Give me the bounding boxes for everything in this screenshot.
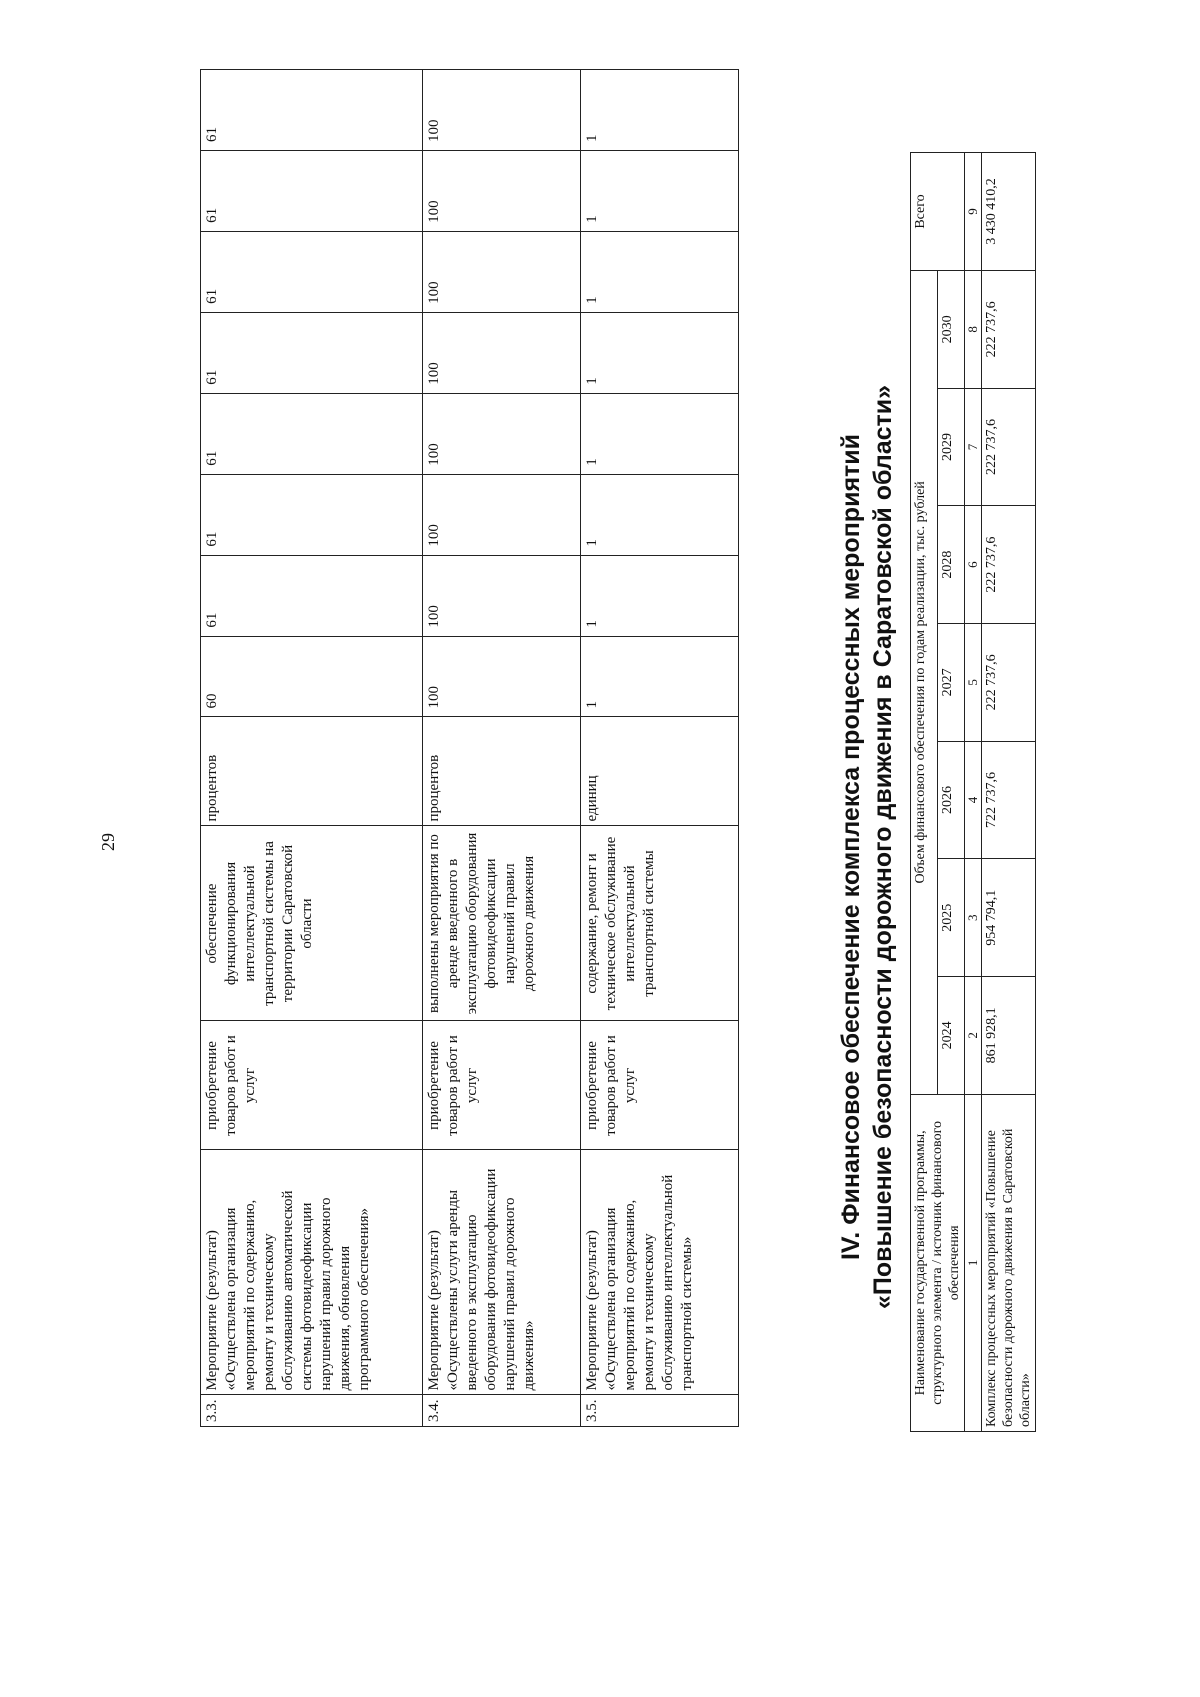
column-number: 9: [965, 153, 982, 271]
event-characteristic: выполнены мероприятия по аренде введенного в эксплуатацию оборудования фотовидеофиксации нарушений правил дорожного движения: [423, 826, 581, 1021]
year-header: 2025: [938, 859, 965, 977]
column-number: 2: [965, 977, 982, 1095]
indicator-value: 61: [201, 474, 423, 555]
finance-row-name: Комплекс процессных мероприятий «Повышение безопасности дорожного движения в Саратовской области»: [982, 1094, 1036, 1431]
section-title-line-1: IV. Финансовое обеспечение комплекса процессных мероприятий: [837, 433, 865, 1261]
indicator-value: 61: [201, 393, 423, 474]
indicator-value: 100: [423, 150, 581, 231]
unit-of-measure: процентов: [201, 717, 423, 826]
finance-column-numbers-row: [965, 153, 982, 1432]
results-table: [200, 69, 739, 1427]
indicator-value: 1: [581, 231, 739, 312]
year-header: 2030: [938, 270, 965, 388]
finance-header-row: [911, 153, 938, 1432]
row-number: 3.5.: [581, 1395, 739, 1427]
result-row: [423, 70, 581, 1427]
year-header: 2027: [938, 624, 965, 742]
indicator-value: 1: [581, 70, 739, 151]
event-characteristic: содержание, ремонт и техническое обслуживание интеллектуальной транспортной системы: [581, 826, 739, 1021]
indicator-value: 100: [423, 636, 581, 717]
column-number: 6: [965, 506, 982, 624]
finance-data-row: [982, 153, 1036, 1432]
finance-value: 222 737,6: [982, 624, 1036, 742]
finance-name-header: Наименование государственной программы, структурного элемента / источник финансового обеспечения: [911, 1094, 965, 1431]
indicator-value: 1: [581, 555, 739, 636]
result-row: [201, 70, 423, 1427]
unit-of-measure: процентов: [423, 717, 581, 826]
finance-value: 954 794,1: [982, 859, 1036, 977]
year-header: 2024: [938, 977, 965, 1095]
year-header: 2026: [938, 741, 965, 859]
finance-value: 222 737,6: [982, 506, 1036, 624]
indicator-value: 1: [581, 150, 739, 231]
event-name: Мероприятие (результат) «Осуществлена организация мероприятий по содержанию, ремонту и техническому обслуживанию автоматической системы фотовидеофиксации нарушений правил дорожного движения, обновления программного обеспечения»: [201, 1150, 423, 1395]
year-header: 2029: [938, 388, 965, 506]
column-number: 1: [965, 1094, 982, 1431]
indicator-value: 61: [201, 555, 423, 636]
event-name: Мероприятие (результат) «Осуществлена организация мероприятий по содержанию, ремонту и техническому обслуживанию интеллектуальной транспортной системы»: [581, 1150, 739, 1395]
event-type: приобретение товаров работ и услуг: [423, 1021, 581, 1150]
indicator-value: 61: [201, 70, 423, 151]
indicator-value: 100: [423, 555, 581, 636]
indicator-value: 1: [581, 474, 739, 555]
finance-table: [910, 152, 1036, 1432]
column-number: 5: [965, 624, 982, 742]
indicator-value: 61: [201, 231, 423, 312]
indicator-value: 1: [581, 312, 739, 393]
finance-value: 222 737,6: [982, 388, 1036, 506]
finance-total-header: Всего: [911, 153, 965, 271]
page-number: 29: [98, 833, 118, 851]
column-number: 3: [965, 859, 982, 977]
finance-volume-header: Объем финансового обеспечения по годам реализации, тыс. рублей: [911, 270, 938, 1094]
event-type: приобретение товаров работ и услуг: [201, 1021, 423, 1150]
indicator-value: 100: [423, 474, 581, 555]
event-name: Мероприятие (результат) «Осуществлены услуги аренды введенного в эксплуатацию оборудования фотовидеофиксации нарушений правил дорожного движения»: [423, 1150, 581, 1395]
row-number: 3.3.: [201, 1395, 423, 1427]
section-title-line-2: «Повышение безопасности дорожного движения в Саратовской области»: [869, 384, 897, 1310]
finance-total-value: 3 430 410,2: [982, 153, 1036, 271]
column-number: 8: [965, 270, 982, 388]
year-header: 2028: [938, 506, 965, 624]
event-characteristic: обеспечение функционирования интеллектуальной транспортной системы на территории Саратовской области: [201, 826, 423, 1021]
column-number: 4: [965, 741, 982, 859]
indicator-value: 100: [423, 231, 581, 312]
indicator-value: 100: [423, 312, 581, 393]
indicator-value: 100: [423, 393, 581, 474]
results-table-body: [201, 70, 739, 1427]
finance-value: 722 737,6: [982, 741, 1036, 859]
indicator-value: 61: [201, 150, 423, 231]
finance-value: 861 928,1: [982, 977, 1036, 1095]
indicator-value: 1: [581, 393, 739, 474]
event-type: приобретение товаров работ и услуг: [581, 1021, 739, 1150]
row-number: 3.4.: [423, 1395, 581, 1427]
unit-of-measure: единиц: [581, 717, 739, 826]
result-row: [581, 70, 739, 1427]
indicator-value: 1: [581, 636, 739, 717]
finance-value: 222 737,6: [982, 270, 1036, 388]
indicator-value: 60: [201, 636, 423, 717]
indicator-value: 100: [423, 70, 581, 151]
indicator-value: 61: [201, 312, 423, 393]
column-number: 7: [965, 388, 982, 506]
